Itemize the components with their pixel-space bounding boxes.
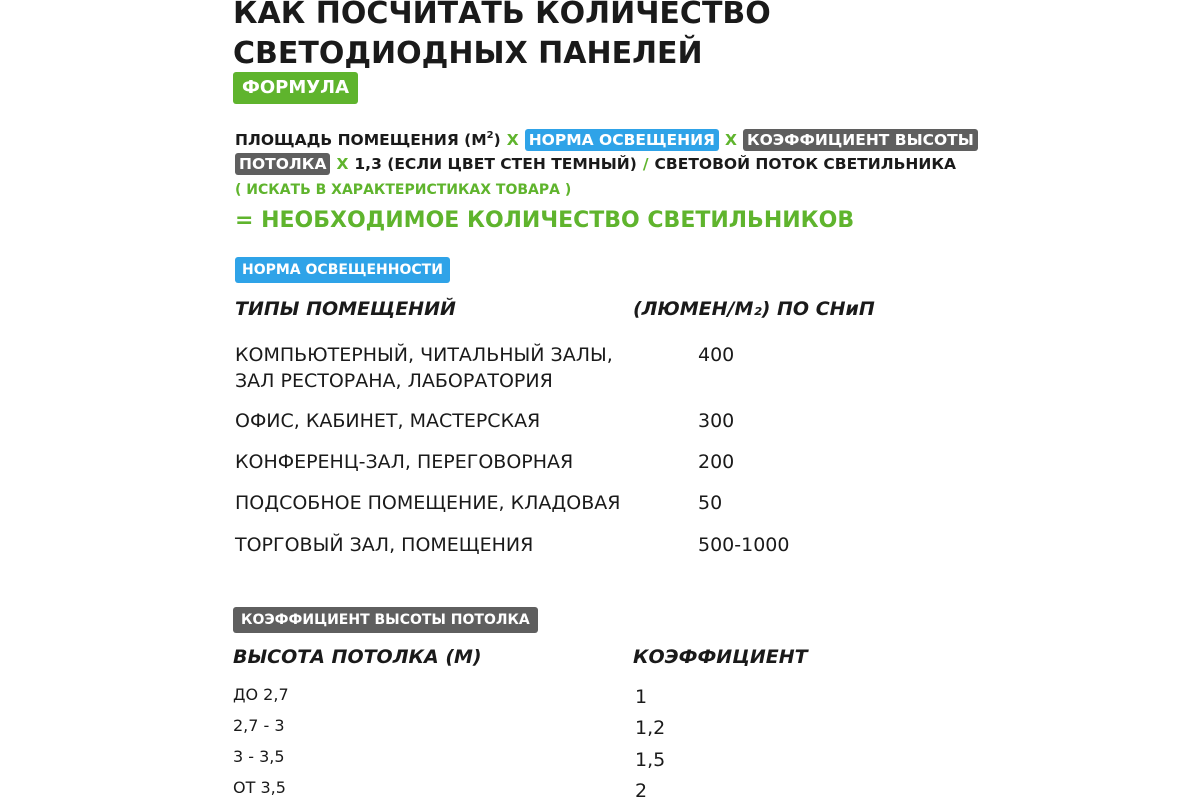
- height-chip-part-2: ПОТОЛКА: [235, 153, 330, 175]
- norm-row-name: ПОДСОБНОЕ ПОМЕЩЕНИЕ, КЛАДОВАЯ: [235, 492, 621, 514]
- coef-col-height: ВЫСОТА ПОТОЛКА (М): [233, 646, 482, 668]
- norm-row-name: КОНФЕРЕНЦ-ЗАЛ, ПЕРЕГОВОРНАЯ: [235, 451, 574, 473]
- coef-row-height: 2,7 - 3: [233, 716, 285, 735]
- formula-result: = НЕОБХОДИМОЕ КОЛИЧЕСТВО СВЕТИЛЬНИКОВ: [235, 208, 855, 233]
- title-line-1: КАК ПОСЧИТАТЬ КОЛИЧЕСТВО: [233, 0, 771, 31]
- coef-row-height: ОТ 3,5: [233, 778, 286, 797]
- coef-row-value: 1: [635, 686, 648, 708]
- coef-row-height: 3 - 3,5: [233, 747, 285, 766]
- title-line-2: СВЕТОДИОДНЫХ ПАНЕЛЕЙ: [233, 36, 703, 71]
- norm-chip: НОРМА ОСВЕЩЕНИЯ: [525, 129, 719, 151]
- formula-hint: ( ИСКАТЬ В ХАРАКТЕРИСТИКАХ ТОВАРА ): [235, 182, 572, 198]
- coef-row-value: 1,2: [635, 717, 666, 739]
- norm-row-value: 500-1000: [698, 534, 790, 556]
- norm-row-value: 50: [698, 492, 723, 514]
- multiply-operator-1: X: [506, 131, 519, 149]
- coef-section-tag: КОЭФФИЦИЕНТ ВЫСОТЫ ПОТОЛКА: [233, 607, 538, 633]
- formula-line-2: [235, 152, 956, 176]
- multiply-operator-2: X: [724, 131, 737, 149]
- norm-row-name: ТОРГОВЫЙ ЗАЛ, ПОМЕЩЕНИЯ: [235, 534, 534, 556]
- norm-row-value: 200: [698, 451, 735, 473]
- divide-operator: /: [642, 155, 649, 173]
- coef-col-coef: КОЭФФИЦИЕНТ: [633, 646, 808, 668]
- norm-section-tag: НОРМА ОСВЕЩЕННОСТИ: [235, 257, 450, 283]
- coef-row-height: ДО 2,7: [233, 685, 289, 704]
- dark-walls-factor: 1,3 (ЕСЛИ ЦВЕТ СТЕН ТЕМНЫЙ): [354, 155, 637, 173]
- norm-row-name: КОМПЬЮТЕРНЫЙ, ЧИТАЛЬНЫЙ ЗАЛЫ, ЗАЛ РЕСТОРАНА, ЛАБОРАТОРИЯ: [235, 344, 613, 392]
- height-chip-part-1: КОЭФФИЦИЕНТ ВЫСОТЫ: [743, 129, 978, 151]
- formula-line-1: [235, 124, 978, 152]
- norm-row-value: 300: [698, 410, 735, 432]
- norm-col-types: ТИПЫ ПОМЕЩЕНИЙ: [235, 298, 456, 320]
- page-title: [233, 0, 1033, 74]
- norm-row-value: 400: [698, 344, 735, 366]
- multiply-operator-3: X: [336, 155, 349, 173]
- formula-area: ПЛОЩАДЬ ПОМЕЩЕНИЯ $(М^2)$: [235, 130, 501, 149]
- formula-tag: ФОРМУЛА: [233, 72, 358, 104]
- luminous-flux: СВЕТОВОЙ ПОТОК СВЕТИЛЬНИКА: [654, 155, 957, 173]
- norm-row-name: ОФИС, КАБИНЕТ, МАСТЕРСКАЯ: [235, 410, 541, 432]
- coef-row-value: 1,5: [635, 749, 666, 771]
- norm-col-lumen: (ЛЮМЕН/М₂) ПО СНиП: [633, 298, 875, 320]
- coef-row-value: 2: [635, 780, 648, 800]
